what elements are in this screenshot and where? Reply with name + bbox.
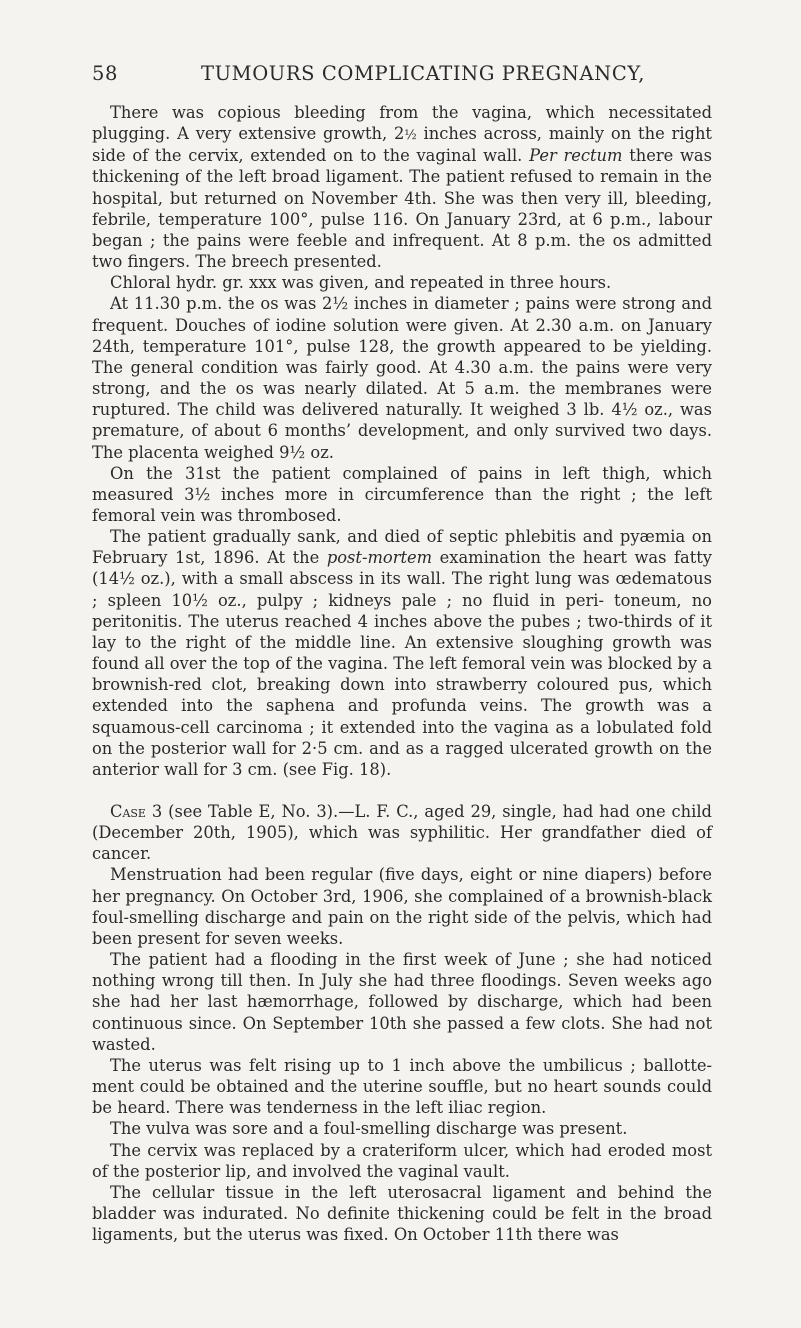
text-run: (see Table E, No. 3).—L. F. C., aged 29, single, had had one child (December 20th, 1905), which was syphilitic. Her grandfather died of cancer.	[92, 802, 712, 864]
paragraph-menstruation: Menstruation had been regular (five days, eight or nine diapers) before her pregnancy. On October 3rd, 1906, she complained of a brownish-black foul-smelling discharge and pain on the right side of the pelvis, which had been present for seven weeks.	[92, 865, 712, 948]
paragraph-case-3	[92, 801, 712, 864]
paragraph-bleeding	[92, 102, 712, 272]
running-title: TUMOURS COMPLICATING PREGNANCY,	[201, 62, 646, 85]
body-text	[92, 102, 712, 1245]
page-number: 58	[92, 62, 119, 85]
running-head	[92, 62, 712, 90]
paragraph-flooding: The patient had a flooding in the first week of June ; she had noticed nothing wrong till then. In July she had three floodings. Seven weeks ago she had her last hæmorrhage, followed by discharge, which had been continuous since. On September 10th she passed a few clots. She had not wasted.	[92, 950, 712, 1054]
italic-term: Per rectum	[529, 146, 623, 166]
paragraph-cellular-tissue: The cellular tissue in the left uterosacral ligament and behind the bladder was indurated. No definite thickening could be felt in the broad ligaments, but the uterus was fixed. On October 11th there was	[92, 1182, 712, 1245]
paragraph-chloral: Chloral hydr. gr. xxx was given, and repeated in three hours.	[110, 273, 612, 293]
fraction: ½	[404, 127, 417, 143]
text-run: inches across, mainly on the right side of the cervix, extended on to the vaginal wall.	[92, 124, 712, 166]
italic-term: post-mortem	[326, 548, 433, 568]
paragraph-post-mortem	[92, 526, 712, 780]
case-label: Case 3	[110, 802, 163, 821]
text-run: there was thickening of the left broad ligament. The patient refused to remain in the hospital, but returned on November 4th. She was then very ill, bleeding, febrile, temperature 100°, pulse 116. On January 23rd, at 6 p.m., labour began ; the pains were feeble and infrequent. At 8 p.m. the os admitted two fingers. The breech presented.	[92, 146, 712, 272]
paragraph-thigh: On the 31st the patient complained of pains in left thigh, which measured 3½ inches more in circumference than the right ; the left femoral vein was thrombosed.	[92, 463, 712, 525]
text-run: examination the heart was fatty (14½ oz.), with a small abscess in its wall. The right lung was œdematous ; spleen 10½ oz., pulpy ; kidneys pale ; no fluid in peri- toneum, no peritonitis. The uterus reached 4 inches above the pubes ; two-thirds of it lay to the right of the middle line. An extensive sloughing growth was found all over the top of the vagina. The left femoral vein was blocked by a brownish-red clot, breaking down into strawberry coloured pus, which extended into the saphena and profunda veins. The growth was a squamous-cell carcinoma ; it extended into the vagina as a lobulated fold on the posterior wall for 2·5 cm. and as a ragged ulcerated growth on the anterior wall for 3 cm. (see Fig. 18).	[92, 548, 712, 779]
paragraph-vulva: The vulva was sore and a foul-smelling discharge was present.	[110, 1119, 628, 1139]
paragraph-cervix: The cervix was replaced by a crateriform ulcer, which had eroded most of the posterior lip, and involved the vaginal vault.	[92, 1140, 712, 1181]
text-run: There was copious bleeding from the vagina, which necessitated plugging. A very extensive growth, 2	[92, 103, 712, 144]
paragraph-uterus: The uterus was felt rising up to 1 inch above the umbilicus ; ballotte- ment could be obtained and the uterine souffle, but no heart sounds could be heard. There was tenderness in the left iliac region.	[92, 1055, 712, 1118]
text-run: The patient gradually sank, and died of septic phlebitis and pyæmia on February 1st, 1896. At the	[92, 527, 712, 568]
paragraph-labour: At 11.30 p.m. the os was 2½ inches in diameter ; pains were strong and frequent. Douches of iodine solution were given. At 2.30 a.m. on January 24th, temperature 101°, pulse 128, the growth appeared to be yielding. The general condition was fairly good. At 4.30 a.m. the pains were very strong, and the os was nearly dilated. At 5 a.m. the membranes were ruptured. The child was delivered naturally. It weighed 3 lb. 4½ oz., was premature, of about 6 months’ development, and only survived two days. The placenta weighed 9½ oz.	[92, 294, 712, 462]
